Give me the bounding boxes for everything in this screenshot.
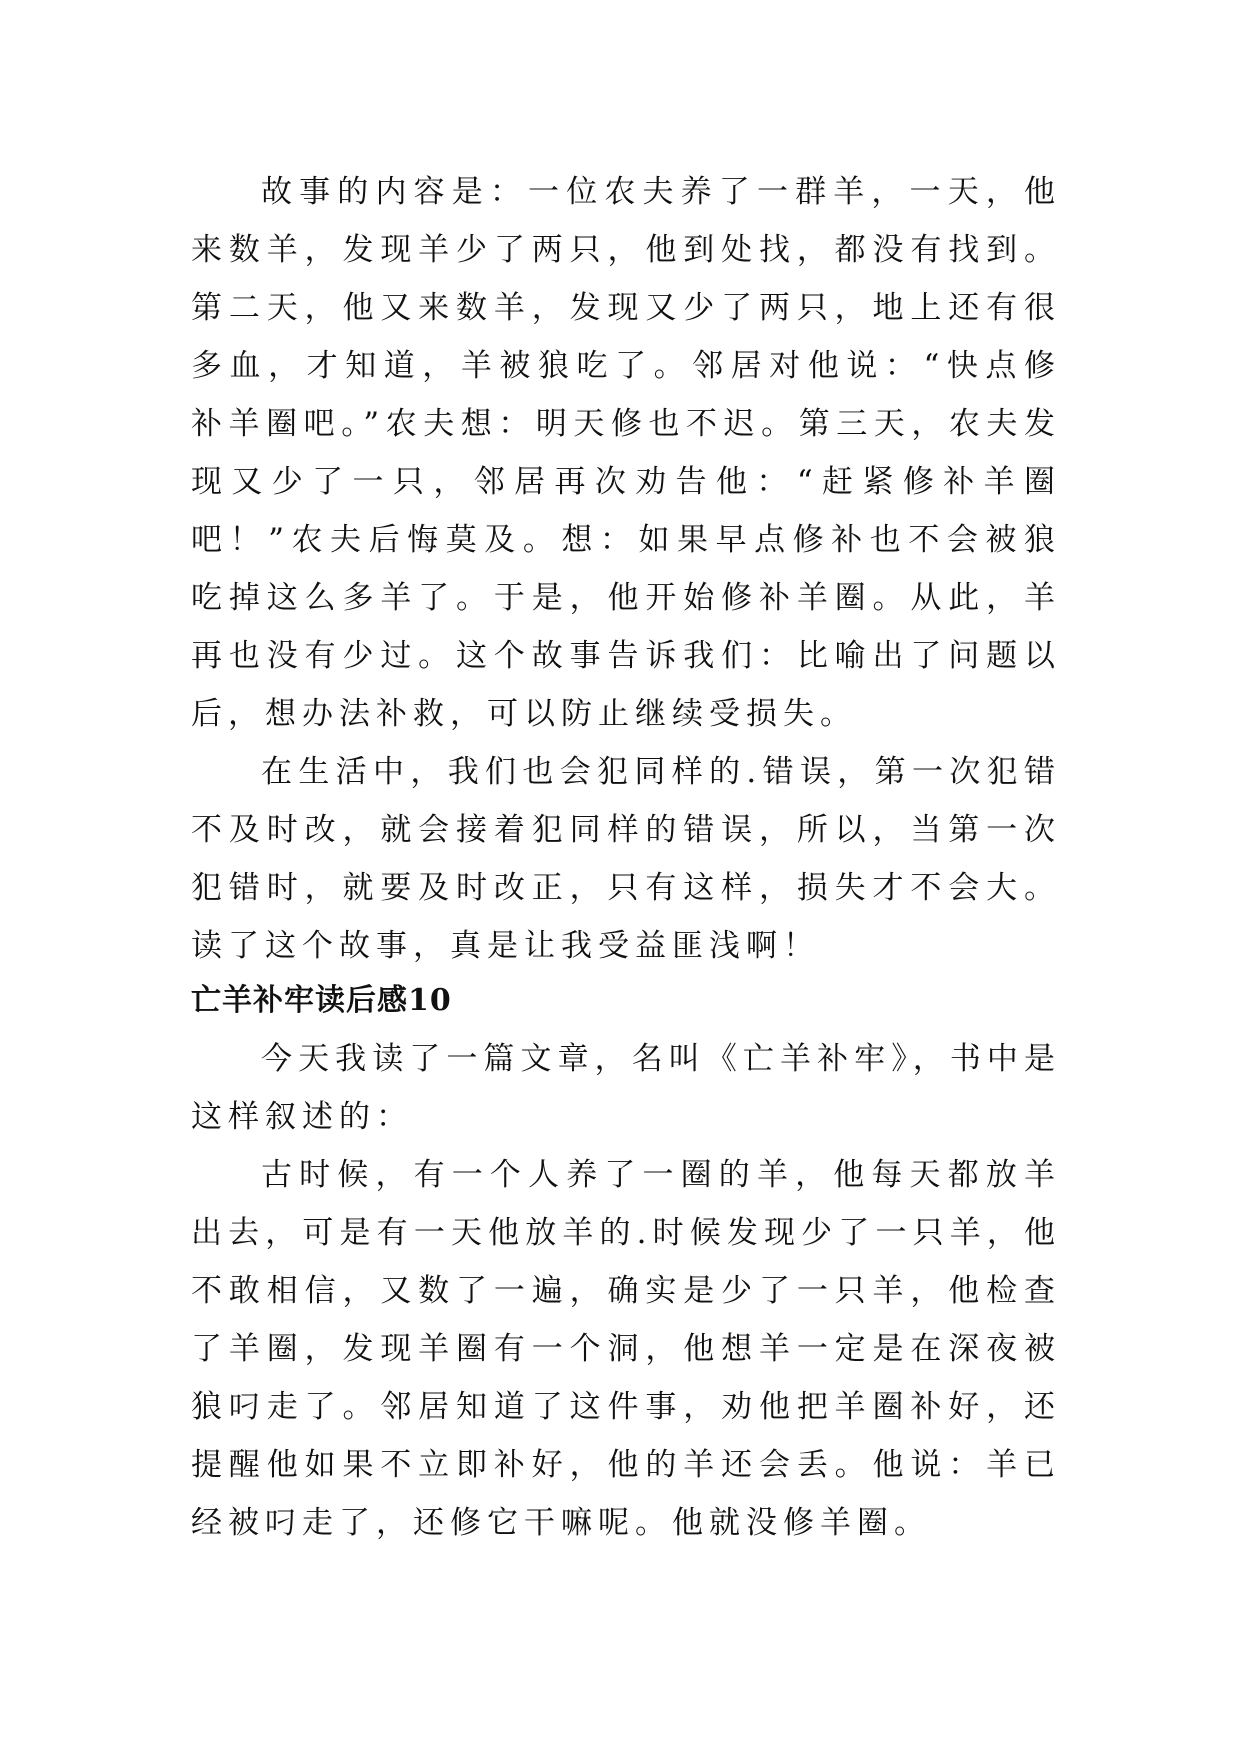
section-b: [191, 972, 1061, 1552]
paragraph-story-content: 故事的内容是：一位农夫养了一群羊，一天，他来数羊，发现羊少了两只，他到处找，都没有找到。第二天，他又来数羊，发现又少了两只，地上还有很多血，才知道，羊被狼吃了。邻居对他说：“快点修补羊圈吧。”农夫想：明天修也不迟。第三天，农夫发现又少了一只，邻居再次劝告他：“赶紧修补羊圈吧！”农夫后悔莫及。想：如果早点修补也不会被狼吃掉这么多羊了。于是，他开始修补羊圈。从此，羊再也没有少过。这个故事告诉我们：比喻出了问题以后，想办法补救，可以防止继续受损失。: [191, 174, 1061, 732]
paragraph-story: 古时候，有一个人养了一圈的羊，他每天都放羊出去，可是有一天他放羊的.时候发现少了一只羊，他不敢相信，又数了一遍，确实是少了一只羊，他检查了羊圈，发现羊圈有一个洞，他想羊一定是在深夜被狼叼走了。邻居知道了这件事，劝他把羊圈补好，还提醒他如果不立即补好，他的羊还会丢。他说：羊已经被叼走了，还修它干嘛呢。他就没修羊圈。: [191, 1157, 1061, 1541]
paragraph-intro: 今天我读了一篇文章，名叫《亡羊补牢》，书中是这样叙述的：: [191, 1041, 1061, 1135]
paragraph-reflection: 在生活中，我们也会犯同样的.错误，第一次犯错不及时改，就会接着犯同样的错误，所以，当第一次犯错时，就要及时改正，只有这样，损失才不会大。读了这个故事，真是让我受益匪浅啊！: [191, 754, 1061, 964]
section-a: [191, 163, 1061, 975]
section-heading: 亡羊补牢读后感10: [191, 983, 452, 1018]
